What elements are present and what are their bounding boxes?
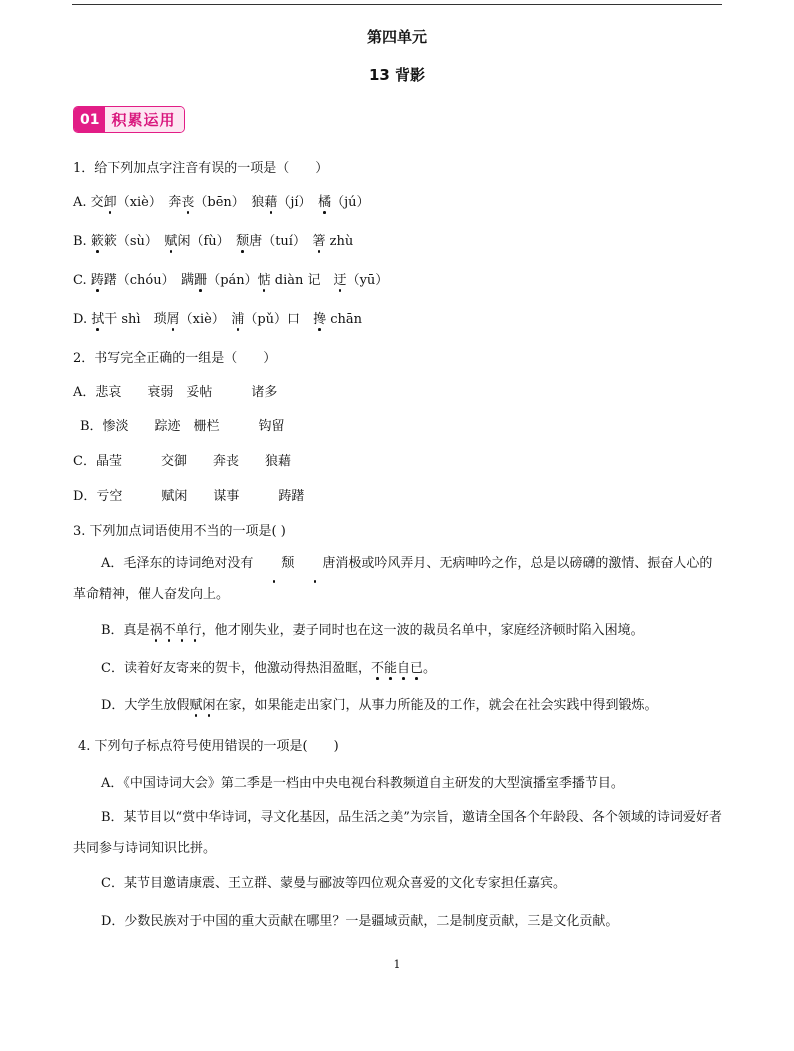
question-2-option-d: D．亏空 赋闲 谋事 踌躇 <box>73 489 305 504</box>
dotted-char: 颓 <box>236 230 249 249</box>
dotted-char: 迂 <box>334 269 347 288</box>
question-2-option-a: A．悲哀 衰弱 妥帖 诸多 <box>73 385 278 400</box>
lesson-title: 13 背影 <box>368 66 426 84</box>
dotted-char: 不 <box>371 657 384 676</box>
question-4-option-a: A．《中国诗词大会》第二季是一档由中央电视台科教频道自主研发的大型演播室季播节目。 <box>101 776 624 791</box>
question-3-option-d: D．大学生放假赋闲在家，如果能走出家门，从事力所能及的工作，就会在社会实践中得到锻炼。 <box>101 694 657 713</box>
question-3-option-c: C．读着好友寄来的贺卡，他激动得热泪盈眶，不能自已。 <box>101 657 436 676</box>
dotted-char: 不 <box>163 619 176 638</box>
dotted-char: 卸 <box>104 191 117 210</box>
dotted-char: 簌 <box>91 230 104 249</box>
question-1-option-c: C. 踌躇（chóu） 蹒跚（pán）惦 diàn 记 迂（yū） <box>73 269 388 288</box>
dotted-char: 颓 <box>253 548 294 579</box>
question-3-option-b: B．真是祸不单行，他才刚失业，妻子同时也在这一波的裁员名单中，家庭经济顿时陷入困境。 <box>101 619 644 638</box>
section-badge-label: 积累运用 <box>105 107 183 132</box>
question-4-stem: 4. 下列句子标点符号使用错误的一项是( ) <box>78 739 339 754</box>
question-1-option-b: B. 簌簌（sù） 赋闲（fù） 颓唐（tuí） 箸 zhù <box>73 230 353 249</box>
question-4-option-c: C．某节目邀请康震、王立群、蒙曼与郦波等四位观众喜爱的文化专家担任嘉宾。 <box>101 876 566 891</box>
question-1-stem: 1．给下列加点字注音有误的一项是（ ） <box>73 161 329 176</box>
section-badge-number: 01 <box>74 107 105 132</box>
question-1-option-a: A. 交卸（xiè） 奔丧（bēn） 狼藉（jí） 橘（jú） <box>73 191 370 210</box>
dotted-char: 赋 <box>164 230 177 249</box>
dotted-char: 踌 <box>91 269 104 288</box>
top-rule <box>72 4 722 5</box>
dotted-char: 浦 <box>231 308 244 327</box>
dotted-char: 祸 <box>150 619 163 638</box>
dotted-char: 能 <box>384 657 397 676</box>
dotted-char: 橘 <box>318 191 331 210</box>
dotted-char: 搀 <box>313 308 326 327</box>
dotted-char: 惦 <box>258 269 271 288</box>
question-2-option-c: C．晶莹 交御 奔丧 狼藉 <box>73 454 291 469</box>
question-3-option-a: A．毛泽东的诗词绝对没有 颓 唐消极或吟风弄月、无病呻吟之作，总是以磅礴的激情、振奋人心的革命精神，催人奋发向上。 <box>73 548 723 610</box>
dotted-char: 自 <box>397 657 410 676</box>
question-2-stem: 2．书写完全正确的一组是（ ） <box>73 351 277 366</box>
dotted-char: 赋 <box>189 694 202 713</box>
unit-title: 第四单元 <box>366 28 427 46</box>
dotted-char: 已 <box>410 657 423 676</box>
question-4-option-b: B．某节目以“赏中华诗词，寻文化基因，品生活之美”为宗旨，邀请全国各个年龄段、各个领域的诗词爱好者共同参与诗词知识比拼。 <box>73 810 722 856</box>
dotted-char: 行 <box>189 619 202 638</box>
dotted-char: 拭 <box>91 308 104 327</box>
question-2-option-b: B．惨淡 踪迹 栅栏 钩留 <box>80 419 285 434</box>
dotted-char: 闲 <box>202 694 215 713</box>
question-1-option-d: D. 拭干 shì 琐屑（xiè） 浦（pǔ）口 搀 chān <box>73 308 362 327</box>
dotted-char: 箸 <box>312 230 325 249</box>
dotted-char: 屑 <box>167 308 180 327</box>
dotted-char: 藉 <box>264 191 277 210</box>
section-badge <box>73 106 185 133</box>
dotted-char: 唐 <box>294 548 335 579</box>
question-3-stem: 3. 下列加点词语使用不当的一项是( ) <box>73 524 286 539</box>
dotted-char: 丧 <box>181 191 194 210</box>
dotted-char: 单 <box>176 619 189 638</box>
dotted-char: 跚 <box>194 269 207 288</box>
question-4-option-d: D．少数民族对于中国的重大贡献在哪里？一是疆域贡献，二是制度贡献，三是文化贡献。 <box>101 914 619 929</box>
page-number: 1 <box>393 958 401 971</box>
